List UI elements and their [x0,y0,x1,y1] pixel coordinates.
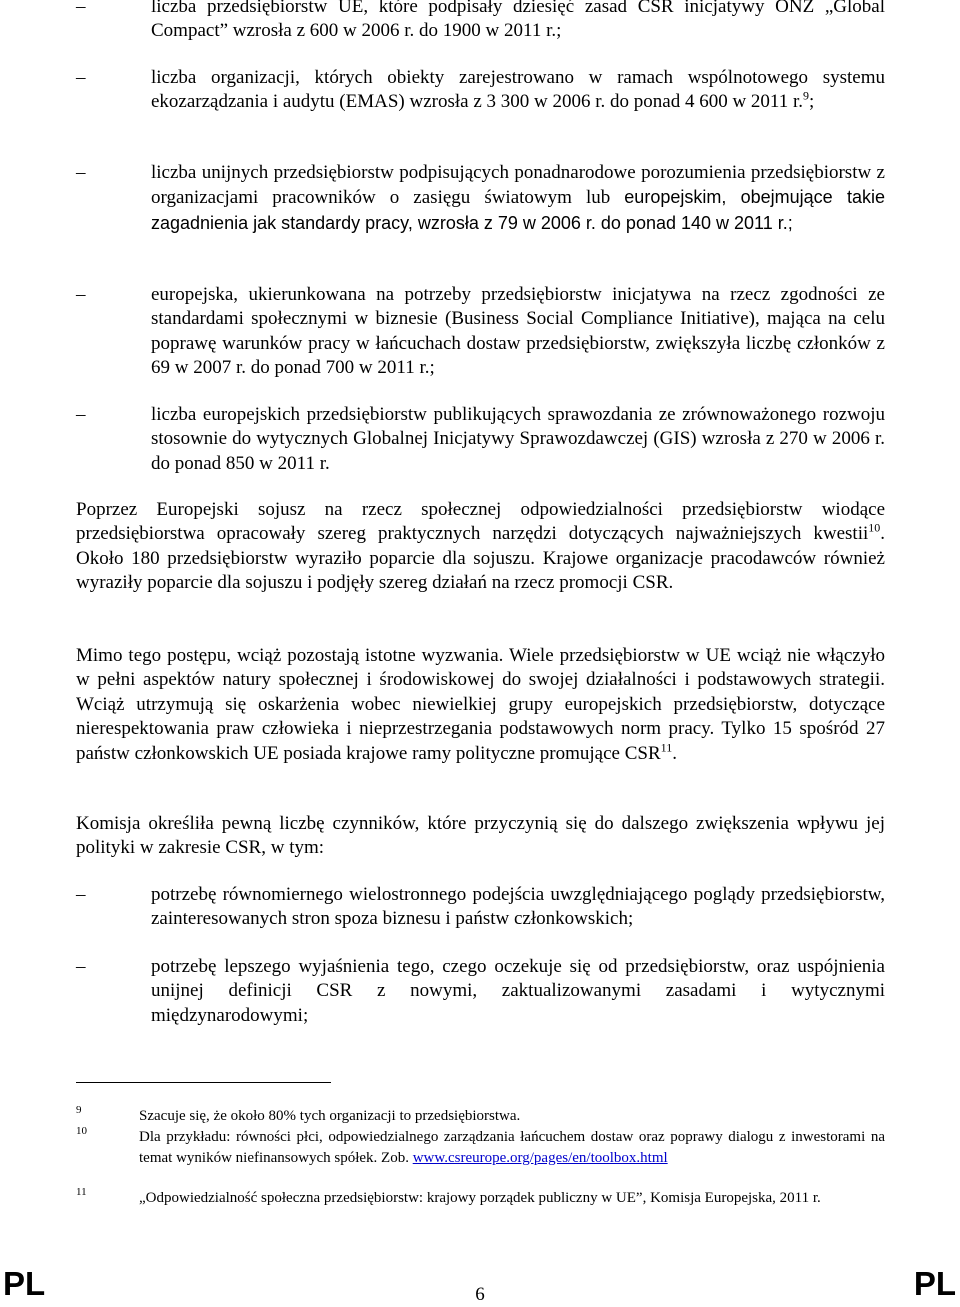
list-item [76,66,885,115]
page-number: 6 [475,1284,485,1305]
list-item [76,403,885,476]
footnote-number: 11 [76,1186,87,1198]
list-item [76,161,885,236]
footer-language-right: PL [913,1265,956,1302]
list-item-text: potrzebę równomiernego wielostronnego podejścia uwzględniającego poglądy przedsiębiorstw, zainteresowanych stron spoza biznesu i państw członkowskich; [151,884,885,930]
footnote [76,1106,885,1127]
bullet-dash: – [76,404,86,425]
bullet-dash: – [76,956,86,977]
body-paragraph: Poprzez Europejski sojusz na rzecz społecznej odpowiedzialności przedsiębiorstw wiodące przedsiębiorstwa opracowały szereg praktycznych narzędzi dotyczących najważniejszych kwestii$^{10}$. Około 180 przedsiębiorstw wyraziło poparcie dla sojuszu. Krajowe organizacje pracodawców również wyraziły poparcie dla sojuszu i podjęły szereg działań na rzecz promocji CSR. [76,499,885,594]
bullet-dash: – [76,67,86,88]
body-paragraph: Komisja określiła pewną liczbę czynników, które przyczynią się do dalszego zwiększenia wpływu jej polityki w zakresie CSR, w tym: [76,813,885,859]
footnote-text: Dla przykładu: równości płci, odpowiedzialnego zarządzania łańcuchem dostaw oraz poprawy dialogu z inwestorami na temat wyników niefinansowych spółek. Zob. www.csreurope.org/pages/en/toolbox.html [139,1129,885,1166]
bullet-dash: – [76,162,86,183]
bullet-dash: – [76,0,86,17]
footnote-text: Szacuje się, że około 80% tych organizacji to przedsiębiorstwa. [139,1108,521,1124]
list-item-text: potrzebę lepszego wyjaśnienia tego, czego oczekuje się od przedsiębiorstw, oraz uspójnienia unijnej definicji CSR z nowymi, zaktualizowanymi zasadami i wytycznymi międzynarodowymi; [151,956,885,1026]
list-item-text: liczba unijnych przedsiębiorstw podpisujących ponadnarodowe porozumienia przedsiębiorstw z organizacjami pracowników o zasięgu światowym lub europejskim, obejmujące takie zagadnienia jak standardy pracy, wzrosła z 79 w 2006 r. do ponad 140 w 2011 r.; [151,162,885,233]
footer-language-left: PL [3,1265,46,1302]
bullet-dash: – [76,284,86,305]
footnote-number: 9 [76,1104,82,1116]
footnote-number: 10 [76,1125,87,1137]
footnote [76,1127,885,1168]
footnote-text: „Odpowiedzialność społeczna przedsiębiorstw: krajowy porządek publiczny w UE”, Komisja Europejska, 2011 r. [139,1190,821,1206]
list-item-text: europejska, ukierunkowana na potrzeby przedsiębiorstw inicjatywa na rzecz zgodności ze standardami społecznymi w biznesie (Business Social Compliance Initiative), mająca na celu poprawę warunków pracy w łańcuchach dostaw przedsiębiorstw, zwiększyła liczbę członków z 69 w 2007 r. do ponad 700 w 2011 r.; [151,284,885,379]
footnote-ref-11[interactable]: 11 [660,740,673,755]
footnote-separator [76,1082,331,1083]
list-item-text: liczba organizacji, których obiekty zarejestrowano w ramach wspólnotowego systemu ekozarządzania i audytu (EMAS) wzrosła z 3 300 w 2006 r. do ponad 4 600 w 2011 r.$^9$; [151,67,885,113]
list-item [76,955,885,1028]
list-item-text: liczba przedsiębiorstw UE, które podpisały dziesięć zasad CSR inicjatywy ONZ „Global Compact” wzrosła z 600 w 2006 r. do 1900 w 2011 r.; [151,0,885,42]
list-item [76,283,885,381]
footnote-ref-9[interactable]: 9 [803,89,810,104]
list-item [76,883,885,932]
list-item-text: liczba europejskich przedsiębiorstw publikujących sprawozdania ze zrównoważonego rozwoju stosownie do wytycznych Globalnej Inicjatywy Sprawozdawczej (GIS) wzrosła z 270 w 2006 r. do ponad 850 w 2011 r. [151,404,885,474]
footnote [76,1188,885,1209]
body-paragraph: Mimo tego postępu, wciąż pozostają istotne wyzwania. Wiele przedsiębiorstw w UE wciąż nie włączyło w pełni aspektów natury społecznej i środowiskowej do swojej działalności i podstawowych strategii. Wciąż utrzymują się oskarżenia wobec niewielkiej grupy europejskich przedsiębiorstw, dotyczące nierespektowania praw człowieka i nieprzestrzegania podstawowych norm pracy. Tylko 15 spośród 27 państw członkowskich UE posiada krajowe ramy polityczne promujące CSR$^{11}$. [76,645,885,764]
footnote-ref-10[interactable]: 10 [868,521,881,536]
bullet-dash: – [76,884,86,905]
toolbox-link[interactable]: www.csreurope.org/pages/en/toolbox.html [412,1149,668,1166]
list-item [76,0,885,44]
